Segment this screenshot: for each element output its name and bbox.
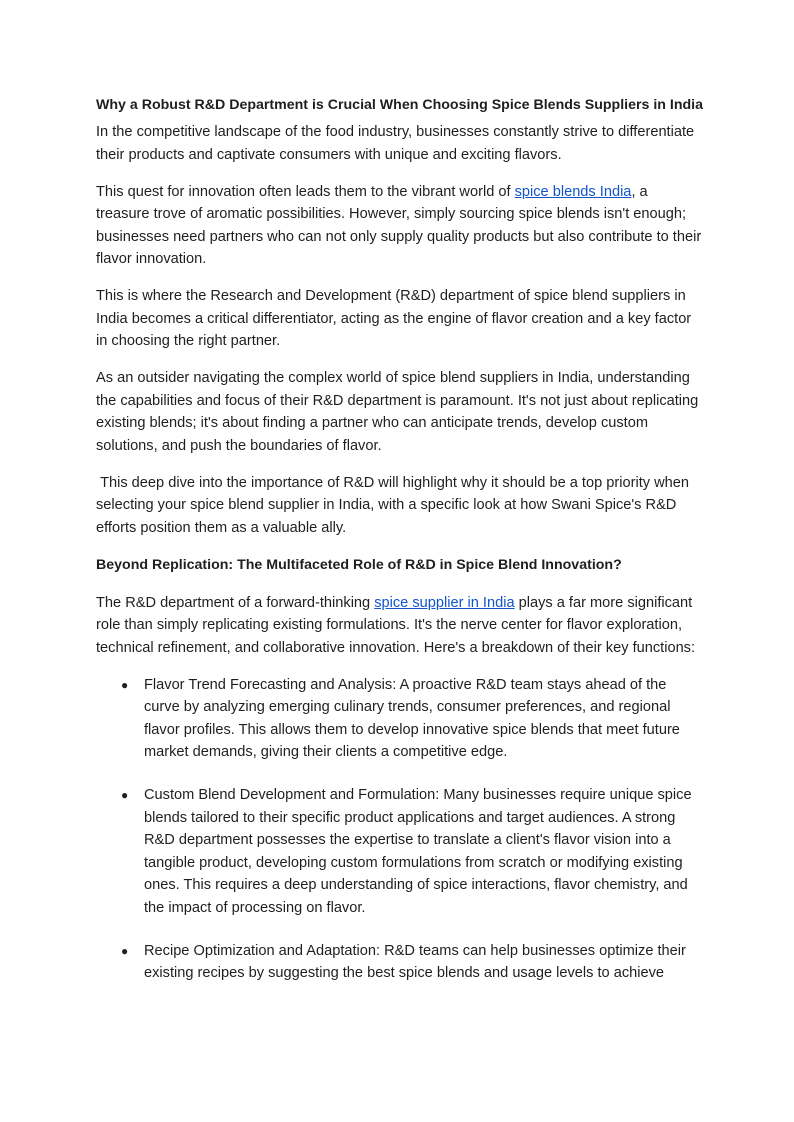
paragraph-rd-role-text-a: The R&D department of a forward-thinking [96, 594, 375, 611]
list-item [121, 674, 704, 764]
bullet-icon: ● [121, 788, 129, 802]
list-item-text: Flavor Trend Forecasting and Analysis: A proactive R&D team stays ahead of the curve by analyzing emerging culinary trends, consumer preferences, and regional flavor profiles. This allows them to develop innovative spice blends that meet future market demands, giving their clients a competitive edge. [144, 676, 680, 760]
paragraph-rd-differentiator: This is where the Research and Development (R&D) department of spice blend suppliers in India becomes a critical differentiator, acting as the engine of flavor creation and a key factor in choosing the right partner. [96, 288, 692, 349]
spice-blends-india-link[interactable]: spice blends India [514, 183, 632, 200]
list-item [121, 940, 704, 985]
paragraph-deep-dive: This deep dive into the importance of R&D will highlight why it should be a top priority when selecting your spice blend supplier in India, with a specific look at how Swani Spice's R&D efforts position them as a valuable ally. [96, 474, 694, 536]
list-item-text: Recipe Optimization and Adaptation: R&D teams can help businesses optimize their existing recipes by suggesting the best spice blends and usage levels to achieve [144, 942, 686, 981]
paragraph-quest-text-a: This quest for innovation often leads them to the vibrant world of [96, 183, 515, 200]
spice-supplier-india-link[interactable]: spice supplier in India [374, 594, 515, 611]
paragraph-quest-text-b: , a treasure trove of aromatic possibilities. However, simply sourcing spice blends isn't enough; businesses need partners who can not only supply quality products but also contribute to their flavor innovation. [96, 183, 702, 267]
paragraph-intro: In the competitive landscape of the food industry, businesses constantly strive to differentiate their products and captivate consumers with unique and exciting flavors. [96, 124, 695, 163]
article-title: Why a Robust R&D Department is Crucial When Choosing Spice Blends Suppliers in India [96, 97, 703, 113]
key-functions-list [96, 674, 704, 985]
paragraph-rd-role [96, 592, 704, 660]
bullet-icon: ● [121, 677, 129, 692]
paragraph-outsider: As an outsider navigating the complex world of spice blend suppliers in India, understanding the capabilities and focus of their R&D department is paramount. It's not just about replicating existing blends; it's about finding a partner who can anticipate trends, develop custom solutions, and push the boundaries of flavor. [96, 370, 699, 454]
list-item-text: Custom Blend Development and Formulation: Many businesses require unique spice blends tailored to their specific product applications and target audiences. A strong R&D department possesses the expertise to translate a client's flavor vision into a tangible product, developing custom formulations from scratch or modifying existing ones. This requires a deep understanding of spice interactions, flavor chemistry, and the impact of processing on flavor. [144, 787, 692, 916]
paragraph-quest [96, 181, 704, 271]
document-page [96, 94, 704, 1005]
list-item [121, 784, 704, 919]
section-heading: Beyond Replication: The Multifaceted Role of R&D in Spice Blend Innovation? [96, 556, 622, 573]
bullet-icon: ● [121, 943, 129, 958]
paragraph-rd-role-text-b: plays a far more significant role than simply replicating existing formulations. It's the nerve center for flavor exploration, technical refinement, and collaborative innovation. Here's a breakdown of their key functions: [96, 594, 696, 656]
